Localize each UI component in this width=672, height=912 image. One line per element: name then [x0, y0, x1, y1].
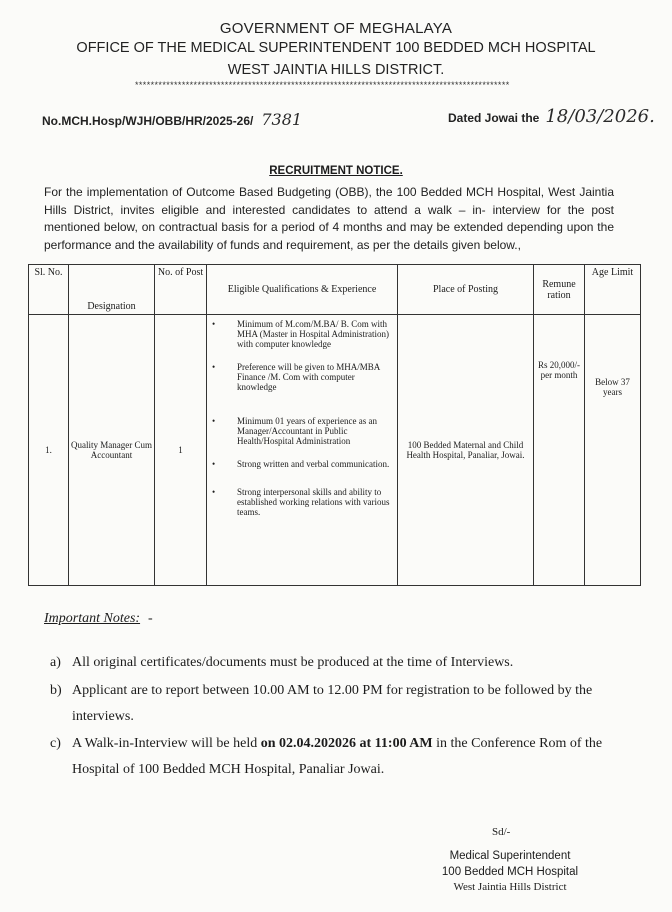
bullet-icon: •: [212, 487, 216, 497]
header-no-of-post: No. of Post: [155, 265, 207, 315]
cell-no-of-post: 1: [155, 315, 207, 586]
cell-age-limit: Below 37 years: [585, 315, 641, 586]
header-sl-no: Sl. No.: [29, 265, 69, 315]
dated-label: Dated Jowai the: [448, 111, 540, 125]
list-item: [207, 487, 393, 517]
header-district: WEST JAINTIA HILLS DISTRICT.: [227, 62, 445, 78]
list-item: [207, 319, 393, 349]
qualification-text: Preference will be given to MHA/MBA Finance /M. Com with computer knowledge: [237, 362, 380, 392]
qualification-text: Strong interpersonal skills and ability to established working relations with various teams.: [237, 487, 390, 517]
header-age-limit: Age Limit: [585, 265, 641, 315]
signature-hospital: 100 Bedded MCH Hospital: [441, 866, 579, 878]
note-label: a): [50, 655, 61, 670]
header-qualifications: Eligible Qualifications & Experience: [207, 265, 398, 315]
header-remuneration: Remune ration: [534, 265, 585, 315]
notice-title: RECRUITMENT NOTICE.: [269, 165, 403, 177]
dated-line: [448, 106, 655, 127]
reference-number: [42, 110, 302, 129]
bullet-icon: •: [212, 362, 216, 372]
cell-remuneration: Rs 20,000/- per month: [534, 315, 585, 586]
reference-handwritten-number: 7381: [261, 110, 303, 129]
header-separator: ************************************************************************************************: [135, 80, 510, 90]
header-government: GOVERNMENT OF MEGHALAYA: [219, 20, 453, 37]
bullet-icon: •: [212, 416, 216, 426]
qualification-text: Minimum of M.com/M.BA/ B. Com with MHA (Master in Hospital Administration) with computer knowledge: [237, 319, 389, 349]
note-text: All original certificates/documents must be produced at the time of Interviews.: [72, 655, 514, 670]
note-text: Applicant are to report between 10.00 AM to 12.00 PM for registration to be followed by the interviews.: [72, 683, 593, 724]
list-item: [207, 416, 393, 446]
cell-place-of-posting: 100 Bedded Maternal and Child Health Hospital, Panaliar, Jowai.: [398, 315, 534, 586]
note-b: [50, 678, 620, 730]
signature-sd: Sd/-: [492, 826, 511, 838]
note-text: [72, 731, 612, 783]
notice-intro: For the implementation of Outcome Based Budgeting (OBB), the 100 Bedded MCH Hospital, West Jaintia Hills District, invites eligible and interested candidates to attend a walk – in- interview for the post mentioned below, on contractual basis for a period of 4 months and may be extended depending upon the performance and the availability of funds and requirement, as per the details given below.,: [44, 185, 614, 252]
note-label: b): [50, 683, 62, 698]
note-a: [50, 650, 620, 676]
header-designation: Designation: [69, 265, 155, 315]
note-c: [50, 731, 620, 783]
interview-date-time: on 02.04.202026 at 11:00 AM: [260, 736, 433, 751]
note-text-part: A Walk-in-Interview will be held: [72, 736, 261, 751]
signature-title: Medical Superintendent: [449, 850, 571, 862]
qualification-list: [207, 319, 393, 517]
note-text-part: in the Conference Rom of the Hospital of 100 Bedded MCH Hospital, Panaliar Jowai.: [72, 736, 603, 777]
qualification-text: Strong written and verbal communication.: [237, 459, 390, 469]
table-header-row: [29, 265, 641, 315]
cell-sl-no: 1.: [29, 315, 69, 586]
signature-district: West Jaintia Hills District: [453, 881, 567, 893]
header-place-of-posting: Place of Posting: [398, 265, 534, 315]
reference-prefix: No.MCH.Hosp/WJH/OBB/HR/2025-26/: [42, 114, 254, 128]
vacancy-table: [28, 264, 641, 586]
note-label: c): [50, 736, 61, 751]
notes-heading-suffix: -: [148, 611, 153, 626]
cell-designation: Quality Manager Cum Accountant: [69, 315, 155, 586]
handwritten-date: 18/03/2026.: [545, 106, 655, 127]
qualification-text: Minimum 01 years of experience as an Manager/Accountant in Public Health/Hospital Administration: [237, 416, 377, 446]
notes-heading-text: Important Notes:: [44, 611, 141, 626]
bullet-icon: •: [212, 319, 216, 329]
important-notes-heading: [44, 611, 140, 627]
list-item: [207, 362, 393, 392]
table-row: [29, 315, 641, 586]
header-office: OFFICE OF THE MEDICAL SUPERINTENDENT 100 BEDDED MCH HOSPITAL: [76, 40, 596, 56]
cell-qualifications: [207, 315, 398, 586]
list-item: [207, 459, 393, 469]
bullet-icon: •: [212, 459, 216, 469]
